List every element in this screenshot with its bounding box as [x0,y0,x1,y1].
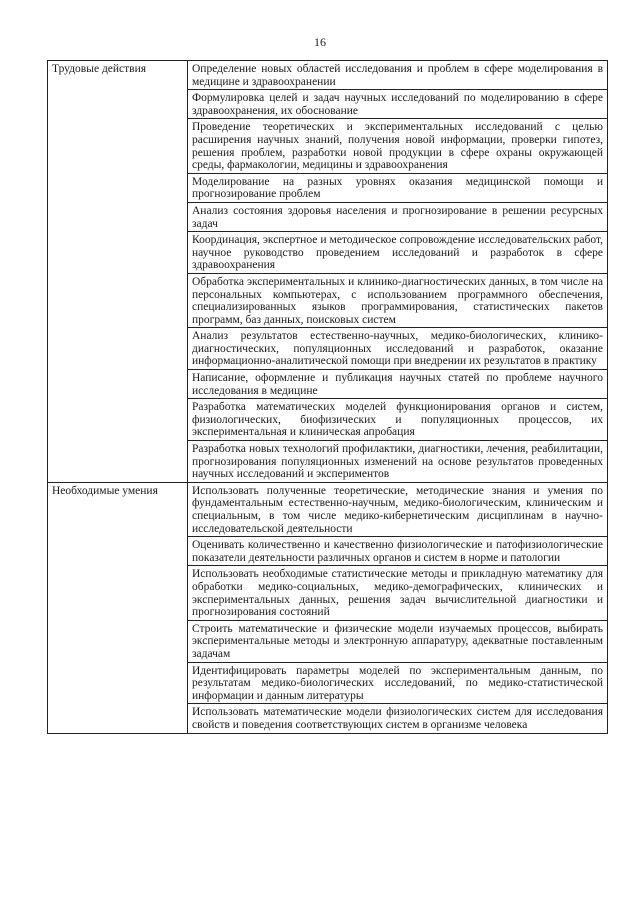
specification-table [47,60,608,734]
section-item: Идентифицировать параметры моделей по экспериментальным данным, по результатам медико-биологических исследований, по медико-статистической информации и данным литературы [188,662,608,704]
section-item: Разработка новых технологий профилактики, диагностики, лечения, реабилитации, прогнозирования популяционных изменений на основе результатов проведенных научных исследований и экспериментов [188,441,608,483]
section-item: Разработка математических моделей функционирования органов и систем, физиологических, биофизических и популяционных процессов, их экспериментальная и клиническая апробация [188,399,608,441]
section-label: Необходимые умения [48,482,188,733]
section-item: Обработка экспериментальных и клинико-диагностических данных, в том числе на персональных компьютерах, с использованием программного обеспечения, специализированных языков программирования, статистических пакетов программ, баз данных, поисковых систем [188,273,608,327]
table-row [48,482,608,536]
table-row [48,61,608,90]
section-item: Строить математические и физические модели изучаемых процессов, выбирать экспериментальные методы и электронную аппаратуру, адекватные поставленным задачам [188,620,608,662]
section-item: Моделирование на разных уровнях оказания медицинской помощи и прогнозирование проблем [188,173,608,202]
section-item: Формулировка целей и задач научных исследований по моделированию в сфере здравоохранения, их обоснование [188,90,608,119]
page-number: 16 [314,35,326,49]
section-item: Проведение теоретических и экспериментальных исследований с целью расширения научных знаний, получения новой информации, проверки гипотез, решения проблем, разработки новой продукции в сфере охраны окружающей среды, фармакологии, медицины и здравоохранения [188,119,608,173]
section-label: Трудовые действия [48,61,188,483]
section-item: Координация, экспертное и методическое сопровождение исследовательских работ, научное руководство проведением исследований и разработок в сфере здравоохранения [188,232,608,274]
section-item: Анализ состояния здоровья населения и прогнозирование в решении ресурсных задач [188,202,608,231]
section-item: Использовать полученные теоретические, методические знания и умения по фундаментальным естественно-научным, медико-биологическим, клиническим и специальным, в том числе медико-кибернетическим дисциплинам в научно-исследовательской деятельности [188,482,608,536]
section-item: Использовать необходимые статистические методы и прикладную математику для обработки медико-социальных, медико-демографических, клинических и экспериментальных данных, решения задач вычислительной диагностики и прогнозирования состояний [188,566,608,620]
section-item: Оценивать количественно и качественно физиологические и патофизиологические показатели деятельности различных органов и систем в норме и патологии [188,537,608,566]
section-item: Использовать математические модели физиологических систем для исследования свойств и поведения соответствующих систем в организме человека [188,704,608,733]
section-item: Анализ результатов естественно-научных, медико-биологических, клинико-диагностических, популяционных исследований и разработок, оказание информационно-аналитической помощи при внедрении их результатов в практику [188,328,608,370]
section-item: Определение новых областей исследования и проблем в сфере моделирования в медицине и здравоохранении [188,61,608,90]
section-item: Написание, оформление и публикация научных статей по проблеме научного исследования в медицине [188,370,608,399]
specification-table-body [48,61,608,734]
